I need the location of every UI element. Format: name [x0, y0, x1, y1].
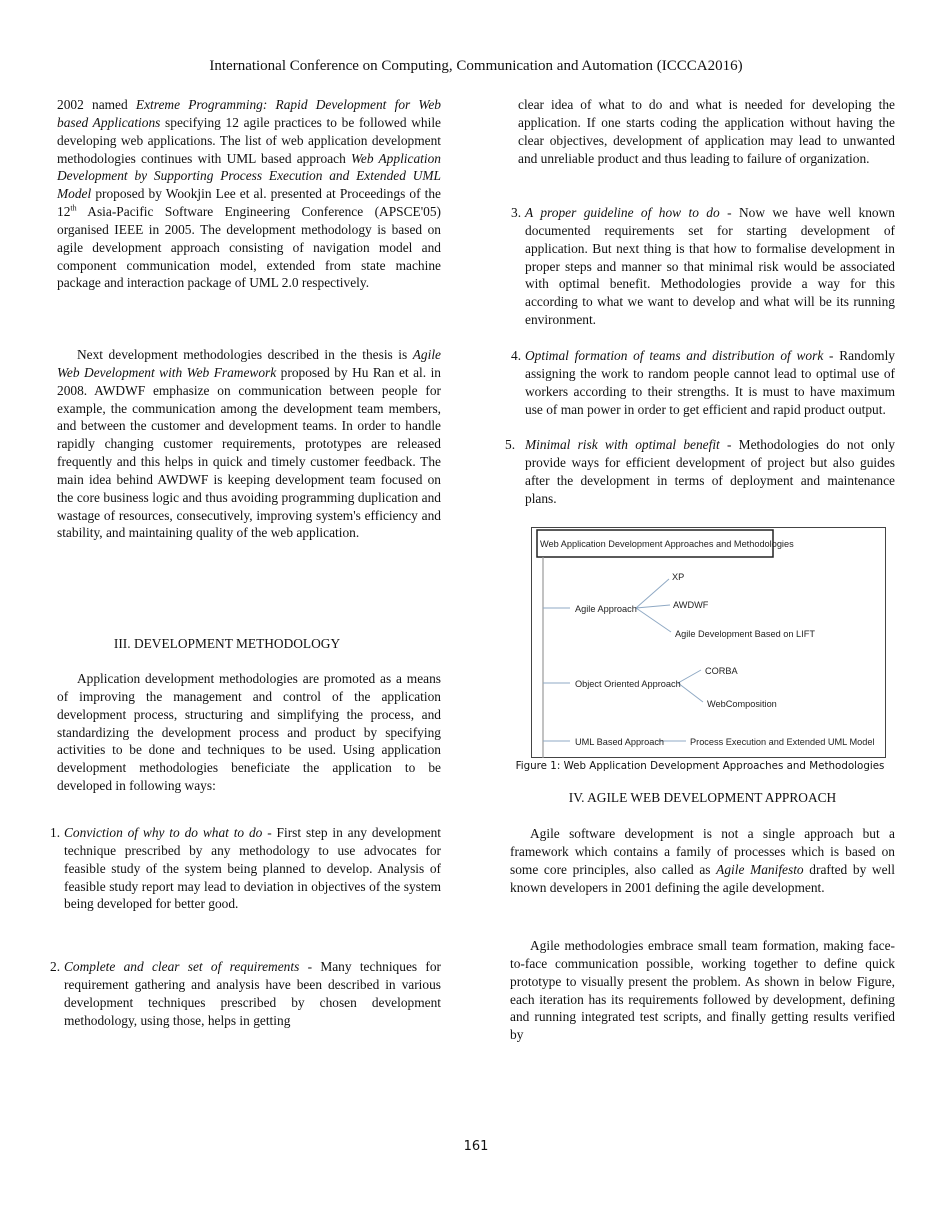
item-number: 2.: [50, 959, 61, 974]
list-item: [50, 824, 441, 913]
text: drafted by well known developers in 2001 defining the agile development.: [510, 861, 895, 895]
text: Asia-Pacific Software Engineering Conference (APSCE'05) organised IEEE in 2005. The development methodology is based on agile development approach consisting of navigation model and component communication model, extended from state machine package and interaction package of UML 2.0 respectively.: [57, 204, 441, 291]
paragraph: [510, 825, 895, 896]
node-awdwf: AWDWF: [673, 600, 709, 610]
italic-title: Web Application Development by Supporting Process Execution and Extended UML Model: [57, 150, 441, 202]
text: specifying 12 agile practices to be followed while developing web applications. The list of web application development methodologies continues with UML based approach: [57, 114, 441, 166]
item-number: 4.: [511, 348, 522, 363]
node-lift: Agile Development Based on LIFT: [675, 629, 815, 639]
node-xp: XP: [672, 572, 685, 582]
italic-title: Agile Web Development with Web Framework: [57, 347, 441, 380]
figure-diagram: [531, 527, 886, 758]
figure-caption: Figure 1: Web Application Development Approaches and Methodologies: [515, 760, 885, 772]
list-item: [511, 347, 895, 418]
text: Agile software development is not a single approach but a framework which contains a family of processes which is based on some core principles, also called as: [510, 826, 895, 877]
text: Next development methodologies described in the thesis is: [77, 347, 413, 362]
item-text: - Many techniques for requirement gathering and analysis have been described in various development techniques prescribed by chosen development methodology, using those, helps in getting: [64, 959, 442, 1028]
node-corba: CORBA: [705, 666, 738, 676]
paragraph: Application development methodologies are promoted as a means of improving the management and control of the application development process, structuring and simplifying the process, and standardizing the development process and product by specifying activities to be done and techniques to be used. Using application development methodologies beneficiate the application to be developed in following ways:: [57, 671, 441, 794]
figure-title: Web Application Development Approaches and Methodologies: [540, 539, 794, 549]
figure-border: [532, 528, 886, 758]
page-number: 161: [463, 1139, 489, 1154]
node-process-execution: Process Execution and Extended UML Model: [690, 737, 875, 747]
item-title: Optimal formation of teams and distribution of work: [525, 348, 824, 363]
node-agile-approach: Agile Approach: [575, 604, 637, 614]
paragraph: [57, 346, 441, 542]
section-heading-4: IV. AGILE WEB DEVELOPMENT APPROACH: [568, 790, 837, 805]
section-heading-3: III. DEVELOPMENT METHODOLOGY: [113, 636, 341, 651]
item-text: - Randomly assigning the work to random people cannot lead to optimal use of workers according to their strengths. It is must to have maximum use of man power in order to get efficient and rapid product output.: [525, 348, 895, 417]
italic-title: Extreme Programming: Rapid Development for Web based Applications: [57, 97, 441, 130]
italic-title: Agile Manifesto: [716, 861, 804, 877]
superscript: th: [70, 203, 77, 213]
list-item: [505, 436, 895, 507]
item-title: Conviction of why to do what to do: [64, 825, 263, 840]
item-title: Minimal risk with optimal benefit: [525, 437, 720, 452]
list-item: [511, 204, 895, 329]
paragraph: clear idea of what to do and what is needed for developing the application. If one starts coding the application without having the clear objectives, development of application may lead to unwanted and unreliable product and thus leading to failure of organization.: [518, 97, 895, 166]
item-text: - First step in any development technique prescribed by any methodology to use advocates for feasible study of the system being planned to develop. Analysis of feasible study report may lead to deviation in objectives of the system being developed for better good.: [64, 825, 441, 912]
item-number: 3.: [511, 205, 522, 220]
node-webcomposition: WebComposition: [707, 699, 777, 709]
item-title: Complete and clear set of requirements: [64, 959, 300, 974]
running-header: International Conference on Computing, Communication and Automation (ICCCA2016): [209, 58, 743, 74]
text: 2002 named: [57, 97, 136, 112]
paragraph: [57, 96, 441, 292]
item-number: 5.: [505, 437, 516, 452]
item-title: A proper guideline of how to do: [525, 205, 720, 220]
item-text: - Now we have well known documented requirements set for starting development of application. But next thing is that how to formalise development in proper steps and manner so that minimal risk would be associated with optimal benefit. Methodologies provide a way for this according to what we want to develop and what will be its running environment.: [525, 205, 895, 328]
item-text: - Methodologies do not only provide ways for efficient development of project but also guides after the development in terms of deployment and maintenance plans.: [525, 437, 895, 506]
text: proposed by Hu Ran et al. in 2008. AWDWF emphasize on communication between people for example, the communication among the development team members, and between the customer and development teams. In order to handle rapidly changing customer requirements, prototypes are released frequently and this helps in quick and timely customer feedback. The main idea behind AWDWF is keeping development team focused on the core business logic and thus avoiding programming duplication and wastage of resources, consecutively, improving system's efficiency and stability, and maintaining quality of the web application.: [57, 364, 441, 541]
paragraph: Agile methodologies embrace small team formation, making face-to-face communication possible, working together to define quick prototype to visually present the problem. As shown in below Figure, each iteration has its requirements followed by development, defining and running integrated test scripts, and finally getting results verified by: [510, 938, 895, 1043]
node-object-oriented: Object Oriented Approach: [575, 679, 681, 689]
node-uml-based: UML Based Approach: [575, 737, 665, 747]
item-number: 1.: [50, 825, 61, 840]
list-item: [50, 958, 442, 1029]
text: proposed by Wookjin Lee et al. presented at Proceedings of the 12: [57, 186, 441, 220]
